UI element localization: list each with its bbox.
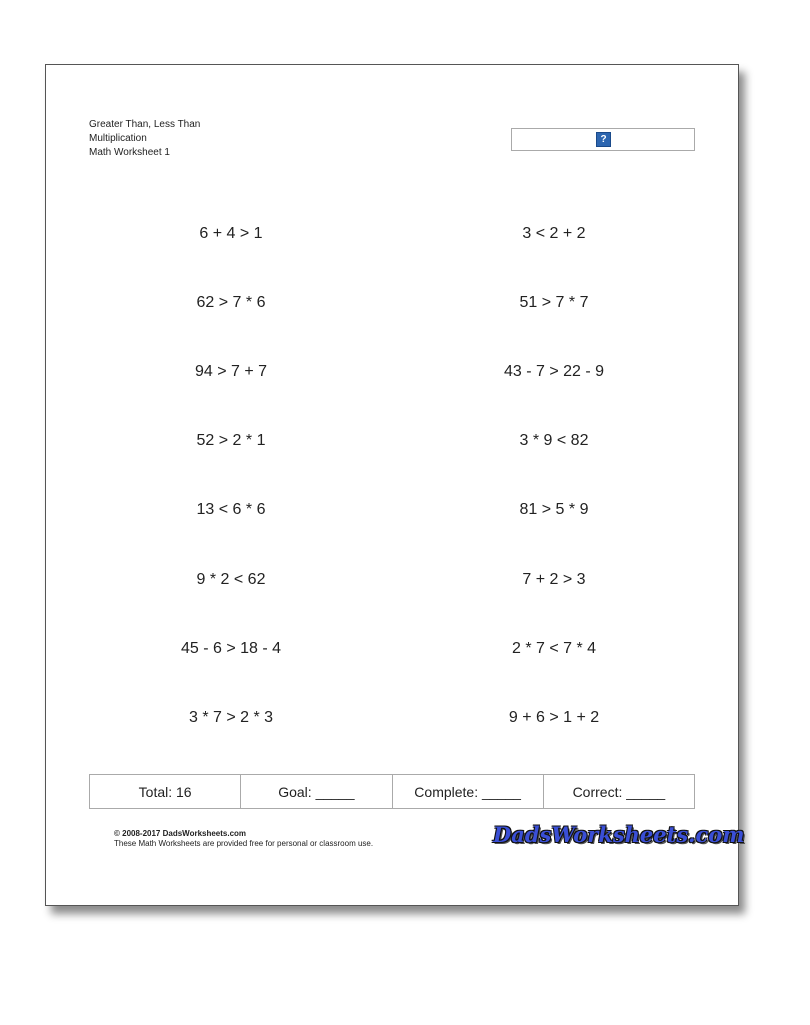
problem-left-7: 45 - 6 > 18 - 4 [180, 639, 282, 657]
score-correct: Correct: _____ [572, 783, 666, 800]
usage-note: These Math Worksheets are provided free for personal or classroom use. [114, 839, 374, 848]
problem-right-2: 51 > 7 * 7 [519, 294, 589, 312]
worksheet-header [89, 118, 200, 160]
problem-left-2: 62 > 7 * 6 [196, 294, 266, 312]
score-complete: Complete: _____ [393, 775, 544, 808]
score-goal: Goal: _____ [241, 775, 392, 808]
problem-right-5: 81 > 5 * 9 [519, 501, 589, 519]
question-icon[interactable]: ? [596, 132, 611, 147]
worksheet-page [45, 64, 745, 906]
problem-right-3: 43 - 7 > 22 - 9 [503, 363, 605, 381]
problem-left-1: 6 + 4 > 1 [199, 225, 263, 242]
worksheet-topic: Greater Than, Less Than [89, 119, 201, 130]
problem-right-1: 3 < 2 + 2 [522, 225, 586, 242]
problem-left-4: 52 > 2 * 1 [196, 432, 266, 450]
worksheet-subtopic: Multiplication [89, 133, 147, 144]
help-box [511, 128, 695, 151]
problem-left-3: 94 > 7 + 7 [194, 363, 268, 381]
problem-right-7: 2 * 7 < 7 * 4 [511, 639, 597, 657]
problem-left-6: 9 * 2 < 62 [196, 570, 266, 588]
problem-right-8: 9 + 6 > 1 + 2 [508, 708, 600, 726]
copyright-text: © 2008-2017 DadsWorksheets.com [114, 829, 247, 838]
footer [114, 829, 373, 849]
problem-left-5: 13 < 6 * 6 [196, 501, 266, 519]
worksheet-title: Math Worksheet 1 [89, 147, 170, 158]
problem-right-4: 3 * 9 < 82 [519, 432, 589, 450]
problem-right-6: 7 + 2 > 3 [522, 570, 586, 588]
score-total: Total: 16 [90, 775, 241, 808]
score-row [89, 774, 695, 809]
problem-left-8: 3 * 7 > 2 * 3 [188, 708, 274, 726]
dadsworksheets-logo[interactable]: DadsWorksheets.com [493, 822, 745, 847]
